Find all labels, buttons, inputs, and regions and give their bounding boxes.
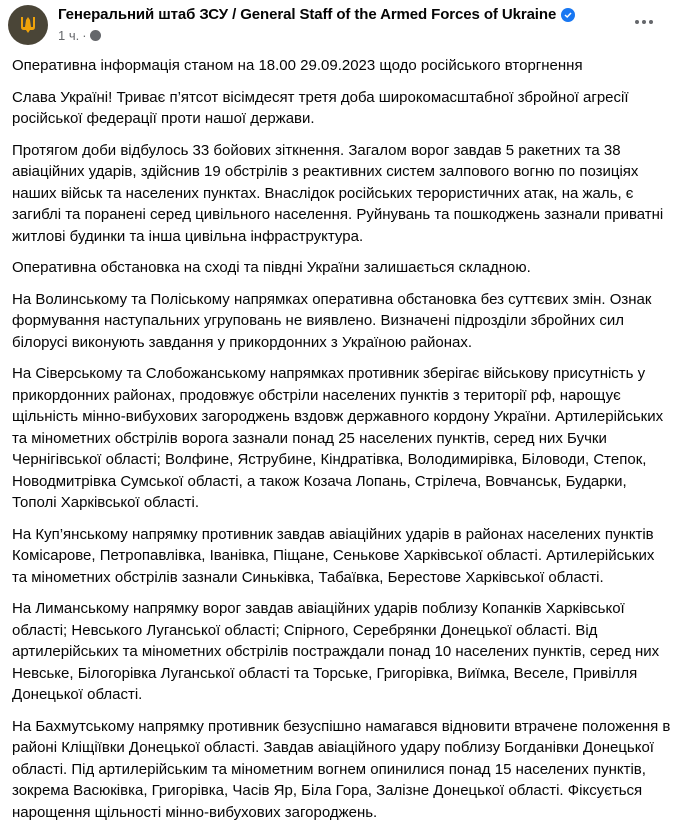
post-time-link[interactable]: 1 ч.	[58, 28, 79, 43]
post-paragraph: Оперативна інформація станом на 18.00 29.09.2023 щодо російського вторгнення	[12, 55, 671, 77]
post-body	[0, 55, 683, 823]
post-paragraph: На Бахмутському напрямку противник безуспішно намагався відновити втрачене положення в районі Кліщіївки Донецької області. Завдав авіаційного удару поблизу Богданівки Донецької області. Під артилерійським та мінометним вогнем опинилися понад 15 населених пунктів, зокрема Васюківка, Григорівка, Часів Яр, Біла Гора, Залізне Донецької області. Фіксується нарощення щільності мінно-вибухових загороджень.	[12, 716, 671, 823]
post-paragraph: На Волинському та Поліському напрямках оперативна обстановка без суттєвих змін. Ознак формування наступальних угруповань не виявлено. Визначені підрозділи збройних сил білорусі виконують завдання у прикордонних з Україною районах.	[12, 289, 671, 354]
post-paragraph: Протягом доби відбулось 33 бойових зіткнення. Загалом ворог завдав 5 ракетних та 38 авіаційних ударів, здійснив 19 обстрілів з реактивних систем залпового вогню по позиціях наших військ та населених пунктах. Внаслідок російських терористичних атак, на жаль, є загиблі та поранені серед цивільного населення. Руйнувань та пошкоджень зазнали приватні житлові будинки та інша цивільна інфраструктура.	[12, 140, 671, 248]
post-header	[0, 0, 683, 52]
more-dot-icon	[649, 20, 653, 24]
more-dot-icon	[635, 20, 639, 24]
post-paragraph: Оперативна обстановка на сході та півдні України залишається складною.	[12, 257, 671, 279]
post-paragraph: Слава Україні! Триває п’ятсот вісімдесят третя доба широкомасштабної збройної агресії російської федерації проти нашої держави.	[12, 87, 671, 130]
more-options-button[interactable]	[635, 20, 653, 24]
post-paragraph: На Сіверському та Слобожанському напрямках противник зберігає військову присутність у прикордонних районах, продовжує обстріли населених пунктів з території рф, нарощує щільність мінно-вибухових загороджень вздовж державного кордону України. Артилерійських та мінометних обстрілів ворога зазнали понад 25 населених пунктів, серед них Бучки Чернігівської області; Волфине, Яструбине, Кіндратівка, Володимирівка, Біловоди, Степок, Новодмитрівка Сумської області, а також Козача Лопань, Стрілеча, Вовчанськ, Бударки, Тополі Харківської області.	[12, 363, 671, 514]
page-name-link[interactable]: Генеральний штаб ЗСУ / General Staff of the Armed Forces of Ukraine	[58, 6, 556, 23]
avatar[interactable]	[8, 5, 48, 45]
post-paragraph: На Куп’янському напрямку противник завдав авіаційних ударів в районах населених пунктів Комісарове, Петропавлівка, Іванівка, Піщане, Сеньковe Харківської області. Артилерійських та мінометних обстрілів зазнали Синьківка, Табаївка, Берестове Харківської області.	[12, 524, 671, 589]
verified-badge-icon	[561, 8, 575, 22]
more-dot-icon	[642, 20, 646, 24]
post-paragraph: На Лиманському напрямку ворог завдав авіаційних ударів поблизу Копанків Харківської області; Невського Луганської області; Спірного, Серебрянки Донецької області. Від артилерійських та мінометних обстрілів постраждали понад 10 населених пунктів, серед них Невське, Білогорівка Луганської області та Торське, Григорівка, Виїмка, Веселе, Привілля Донецької області.	[12, 598, 671, 706]
post-meta	[58, 28, 101, 43]
globe-icon	[90, 30, 101, 41]
name-row	[58, 6, 575, 23]
trident-icon	[20, 16, 36, 34]
meta-separator: ·	[82, 28, 86, 43]
